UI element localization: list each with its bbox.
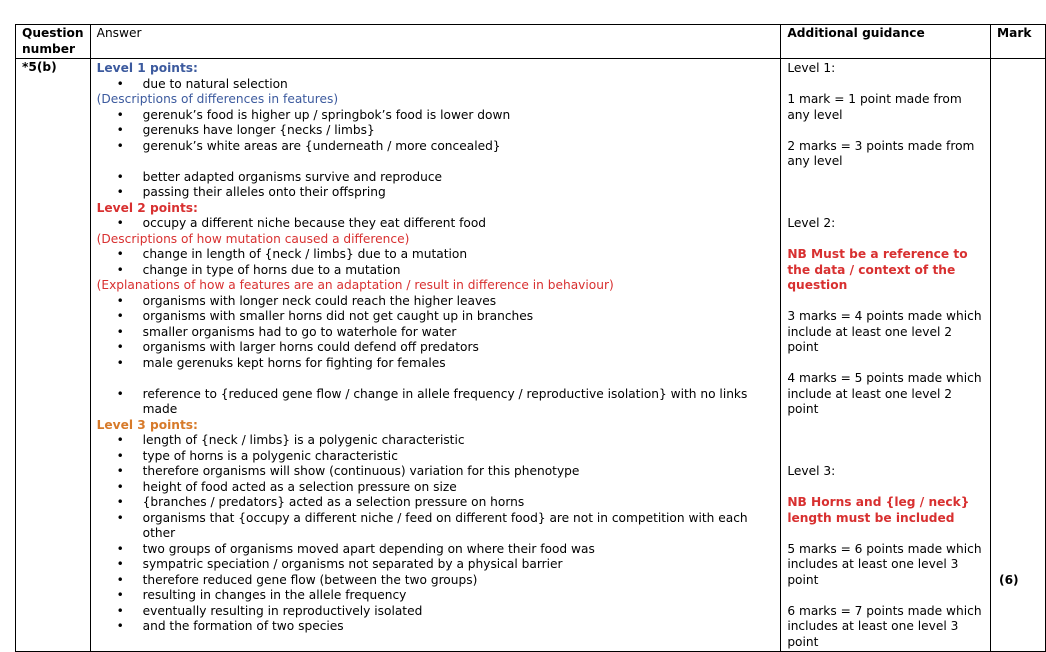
- list-item-text: height of food acted as a selection pressure on size: [142, 479, 457, 494]
- bullet-icon: •: [116, 76, 124, 91]
- header-question-number: Question number: [16, 25, 91, 59]
- list-item-text: organisms with smaller horns did not get caught up in branches: [142, 309, 534, 323]
- list-item: [97, 573, 775, 589]
- mutation-list: [97, 247, 775, 278]
- list-item-text: therefore organisms will show (continuous) variation for this phenotype: [142, 464, 580, 478]
- list-item-text: occupy a different niche because they eat different food: [142, 216, 487, 230]
- adaptation-heading: (Explanations of how a features are an adaptation / result in difference in behaviour): [96, 278, 614, 292]
- bullet-icon: •: [116, 262, 124, 277]
- guidance-l2-nb: NB Must be a reference to the data / context of the question: [787, 247, 968, 292]
- list-item-text: therefore reduced gene flow (between the two groups): [142, 572, 478, 587]
- question-row: [16, 59, 1046, 652]
- mark-scheme-table: [15, 24, 1046, 652]
- list-item: [97, 356, 775, 372]
- list-item-text: sympatric speciation / organisms not separated by a physical barrier: [142, 557, 563, 571]
- list-item-text: change in type of horns due to a mutation: [142, 262, 401, 277]
- guidance-level1: Level 1:: [787, 61, 836, 75]
- level2-list: [97, 216, 775, 232]
- list-item-text: organisms with longer neck could reach the higher leaves: [142, 293, 497, 308]
- list-item-text: due to natural selection: [142, 76, 288, 91]
- guidance-l3-nb: NB Horns and {leg / neck} length must be included: [787, 495, 970, 525]
- guidance-l3-mark6: 6 marks = 7 points made which includes at least one level 3 point: [787, 603, 982, 649]
- list-item-text: eventually resulting in reproductively isolated: [142, 603, 423, 618]
- list-item-text: smaller organisms had to go to waterhole for water: [142, 324, 457, 339]
- header-guidance: Additional guidance: [781, 25, 991, 59]
- list-item-text: gerenuk’s food is higher up / springbok’s food is lower down: [142, 107, 511, 122]
- list-item: [97, 294, 775, 310]
- bullet-icon: •: [116, 510, 124, 525]
- bullet-icon: •: [116, 479, 124, 494]
- bullet-icon: •: [116, 293, 124, 308]
- list-item: [97, 340, 775, 356]
- bullet-icon: •: [116, 464, 124, 478]
- adaptation-list: [97, 294, 775, 372]
- answer-cell: [90, 59, 781, 652]
- bullet-icon: •: [116, 603, 124, 618]
- list-item: [97, 123, 775, 139]
- list-item-text: type of horns is a polygenic characteristic: [142, 448, 398, 463]
- bullet-icon: •: [116, 448, 124, 463]
- guidance-l1-mark2: 2 marks = 3 points made from any level: [787, 138, 975, 168]
- bullet-icon: •: [116, 557, 124, 571]
- guidance-cell: [781, 59, 991, 652]
- list-item: [97, 542, 775, 558]
- list-item: [97, 464, 775, 480]
- guidance-level3: Level 3:: [787, 464, 836, 478]
- mark-cell: [991, 59, 1046, 652]
- guidance-l3-mark5: 5 marks = 6 points made which includes at least one level 3 point: [787, 541, 982, 587]
- bullet-icon: •: [116, 123, 124, 137]
- bullet-icon: •: [116, 169, 124, 184]
- mutation-heading: (Descriptions of how mutation caused a difference): [96, 231, 410, 246]
- bullet-icon: •: [116, 541, 124, 556]
- level3-title: Level 3 points:: [96, 417, 198, 432]
- level1-title: Level 1 points:: [96, 61, 198, 75]
- question-number: *5(b): [16, 59, 91, 652]
- list-item: [97, 216, 775, 232]
- list-item-text: {branches / predators} acted as a selection pressure on horns: [142, 495, 525, 509]
- bullet-icon: •: [116, 138, 124, 153]
- list-item-text: reference to {reduced gene flow / change in allele frequency / reproductive isolation} with no links made: [142, 386, 748, 416]
- list-item-text: and the formation of two species: [142, 619, 344, 633]
- level2-title: Level 2 points:: [96, 200, 198, 215]
- list-item: [97, 449, 775, 465]
- list-item: [97, 108, 775, 124]
- list-item: [97, 325, 775, 341]
- bullet-icon: •: [116, 185, 124, 199]
- list-item: [97, 263, 775, 279]
- list-item-text: organisms that {occupy a different niche / feed on different food} are not in competition with each other: [142, 510, 748, 540]
- bullet-icon: •: [116, 433, 124, 447]
- header-answer: Answer: [90, 25, 781, 59]
- list-item: [97, 139, 775, 155]
- guidance-l2-mark3: 3 marks = 4 points made which include at least one level 2 point: [787, 309, 982, 354]
- bullet-icon: •: [116, 324, 124, 339]
- list-item: [97, 511, 775, 542]
- list-item: [97, 77, 775, 93]
- list-item: [97, 480, 775, 496]
- list-item-text: gerenuk’s white areas are {underneath / more concealed}: [142, 138, 501, 153]
- list-item-text: organisms with larger horns could defend off predators: [142, 340, 479, 354]
- list-item-text: two groups of organisms moved apart depending on where their food was: [142, 541, 595, 556]
- list-item-text: length of {neck / limbs} is a polygenic characteristic: [142, 433, 465, 447]
- list-item: [97, 588, 775, 604]
- bullet-icon: •: [116, 588, 124, 602]
- guidance-level2: Level 2:: [787, 216, 836, 230]
- bullet-icon: •: [116, 572, 124, 587]
- differences-heading: (Descriptions of differences in features): [96, 92, 339, 106]
- mark-value: (6): [999, 573, 1019, 587]
- level3-list: [97, 433, 775, 635]
- bullet-icon: •: [116, 247, 124, 261]
- differences-list: [97, 108, 775, 155]
- list-item-text: resulting in changes in the allele frequency: [142, 588, 407, 602]
- list-item-text: better adapted organisms survive and reproduce: [142, 169, 443, 184]
- bullet-icon: •: [116, 309, 124, 323]
- bullet-icon: •: [116, 495, 124, 509]
- list-item-text: male gerenuks kept horns for fighting for females: [142, 355, 446, 370]
- list-item: [97, 604, 775, 620]
- list-item-text: passing their alleles onto their offspring: [142, 185, 386, 199]
- reference-list: [97, 387, 775, 418]
- list-item: [97, 387, 775, 418]
- list-item: [97, 170, 775, 186]
- header-row: [16, 25, 1046, 59]
- list-item: [97, 247, 775, 263]
- header-mark: Mark: [991, 25, 1046, 59]
- list-item: [97, 557, 775, 573]
- list-item-text: gerenuks have longer {necks / limbs}: [142, 123, 375, 137]
- guidance-l1-mark1: 1 mark = 1 point made from any level: [787, 92, 962, 122]
- level1-list: [97, 77, 775, 93]
- list-item: [97, 619, 775, 635]
- bullet-icon: •: [116, 355, 124, 370]
- list-item: [97, 495, 775, 511]
- bullet-icon: •: [116, 340, 124, 354]
- list-item: [97, 433, 775, 449]
- bullet-icon: •: [116, 619, 124, 633]
- bullet-icon: •: [116, 107, 124, 122]
- list-item: [97, 309, 775, 325]
- bullet-icon: •: [116, 216, 124, 230]
- guidance-l2-mark4: 4 marks = 5 points made which include at least one level 2 point: [787, 371, 982, 416]
- bullet-icon: •: [116, 386, 124, 401]
- list-item-text: change in length of {neck / limbs} due to a mutation: [142, 247, 468, 261]
- list-item: [97, 185, 775, 201]
- survival-list: [97, 170, 775, 201]
